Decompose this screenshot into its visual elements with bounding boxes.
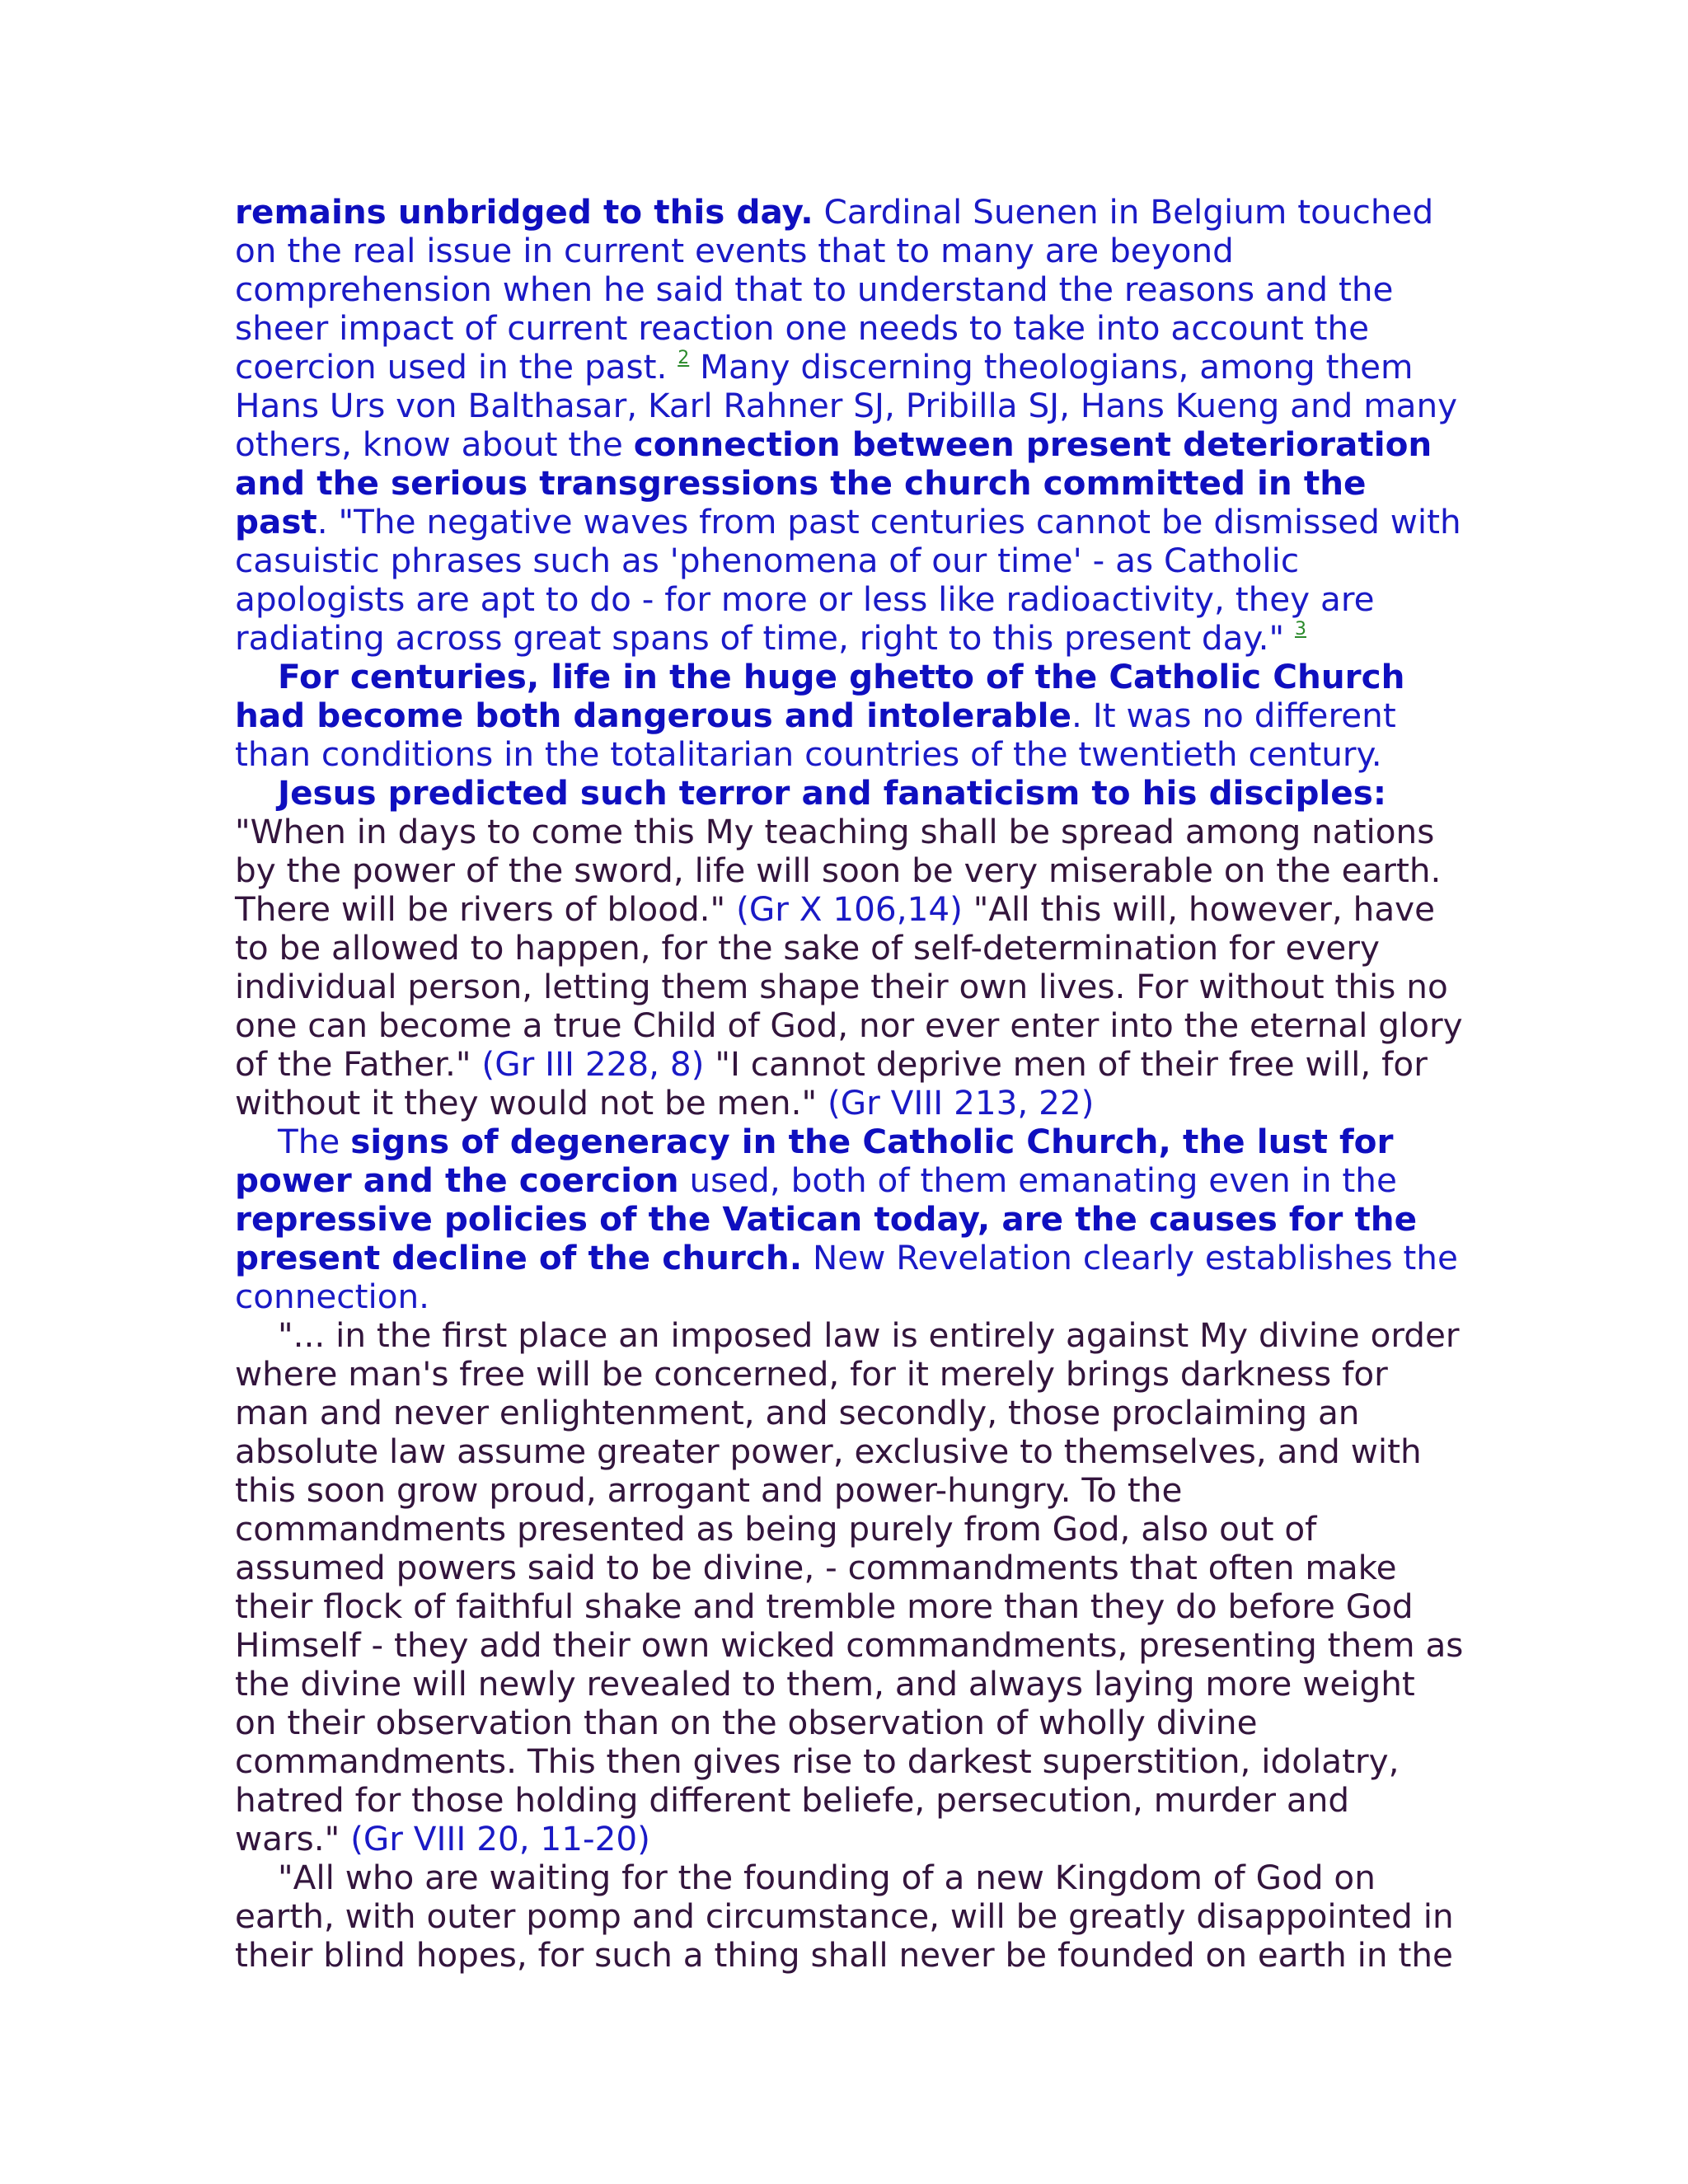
emphasized-text: power and the coercion — [235, 1160, 679, 1200]
text-line — [235, 735, 1471, 774]
text-line — [235, 890, 1471, 929]
text-line — [235, 1316, 1471, 1355]
text-span: . "The negative waves from past centuries cannot be dismissed with — [316, 502, 1461, 541]
text-span: "When in days to come this My teaching shall be spread among nations — [235, 812, 1435, 851]
text-span: hatred for those holding different beliefe, persecution, murder and — [235, 1780, 1350, 1820]
emphasized-text: For centuries, life in the huge ghetto of the Catholic Church — [278, 657, 1405, 696]
text-span: commandments. This then gives rise to darkest superstition, idolatry, — [235, 1741, 1400, 1781]
text-line — [235, 1045, 1471, 1084]
text-span: radiating across great spans of time, right to this present day." — [235, 618, 1295, 658]
text-span: Cardinal Suenen in Belgium touched — [813, 192, 1434, 232]
text-line — [235, 1665, 1471, 1704]
text-line — [235, 1006, 1471, 1045]
text-line — [235, 193, 1471, 232]
text-line — [235, 1897, 1471, 1936]
text-line — [235, 1355, 1471, 1394]
text-span: on their observation than on the observation of wholly divine — [235, 1703, 1258, 1742]
citation-reference: (Gr III 228, 8) — [481, 1044, 705, 1084]
text-line — [235, 696, 1471, 735]
text-span: Hans Urs von Balthasar, Karl Rahner SJ, Pribilla SJ, Hans Kueng and many — [235, 386, 1458, 425]
text-line — [235, 541, 1471, 580]
text-span: without it they would not be men." — [235, 1083, 828, 1122]
text-span: "... in the first place an imposed law is entirely against My divine order — [278, 1315, 1460, 1355]
text-span: by the power of the sword, life will soon be very miserable on the earth. — [235, 851, 1442, 890]
text-line — [235, 1936, 1471, 1975]
text-line — [235, 1394, 1471, 1432]
text-span: The — [278, 1122, 351, 1161]
text-span: absolute law assume greater power, exclusive to themselves, and with — [235, 1432, 1422, 1471]
text-span: "All who are waiting for the founding of a new Kingdom of God on — [278, 1858, 1376, 1897]
text-span: commandments presented as being purely from God, also out of — [235, 1509, 1317, 1549]
text-line — [235, 1549, 1471, 1587]
text-span: casuistic phrases such as 'phenomena of our time' - as Catholic — [235, 541, 1300, 580]
text-line — [235, 1626, 1471, 1665]
text-span: earth, with outer pomp and circumstance, will be greatly disappointed in — [235, 1896, 1454, 1936]
text-line — [235, 1858, 1471, 1897]
text-line — [235, 348, 1471, 387]
text-line — [235, 425, 1471, 464]
text-line — [235, 309, 1471, 348]
text-line — [235, 929, 1471, 968]
text-line — [235, 1704, 1471, 1742]
text-line — [235, 1510, 1471, 1549]
emphasized-text: connection between present deterioration — [633, 424, 1432, 464]
text-span: their flock of faithful shake and tremble more than they do before God — [235, 1586, 1414, 1626]
text-line — [235, 1277, 1471, 1316]
text-line — [235, 968, 1471, 1006]
text-line — [235, 580, 1471, 619]
text-line — [235, 851, 1471, 890]
text-span: of the Father." — [235, 1044, 482, 1084]
text-span: their blind hopes, for such a thing shall never be founded on earth in the — [235, 1935, 1453, 1975]
text-line — [235, 270, 1471, 309]
text-line — [235, 232, 1471, 270]
text-span: "I cannot deprive men of their free will, for — [704, 1044, 1428, 1084]
text-span: individual person, letting them shape their own lives. For without this no — [235, 967, 1448, 1006]
text-line — [235, 774, 1471, 813]
citation-reference: (Gr VIII 213, 22) — [827, 1083, 1095, 1122]
text-span: New Revelation clearly establishes the — [802, 1238, 1458, 1277]
text-line — [235, 1742, 1471, 1781]
text-span: this soon grow proud, arrogant and power-hungry. To the — [235, 1470, 1183, 1510]
text-span: comprehension when he said that to understand the reasons and the — [235, 269, 1394, 309]
text-line — [235, 619, 1471, 658]
emphasized-text: repressive policies of the Vatican today, are the causes for the — [235, 1199, 1418, 1239]
text-line — [235, 1820, 1471, 1858]
text-line — [235, 1200, 1471, 1239]
text-span: the divine will newly revealed to them, and always laying more weight — [235, 1664, 1415, 1704]
citation-reference: (Gr X 106,14) — [736, 889, 963, 929]
emphasized-text: Jesus predicted such terror and fanaticism to his disciples: — [278, 773, 1387, 813]
text-span: "All this will, however, have — [962, 889, 1436, 929]
text-line — [235, 1239, 1471, 1277]
text-line — [235, 1084, 1471, 1122]
text-span: used, both of them emanating even in the — [678, 1160, 1397, 1200]
text-span: There will be rivers of blood." — [235, 889, 737, 929]
text-line — [235, 503, 1471, 541]
text-span: wars." — [235, 1819, 351, 1858]
emphasized-text: remains unbridged to this day. — [235, 192, 814, 232]
text-line — [235, 1471, 1471, 1510]
text-span: sheer impact of current reaction one needs to take into account the — [235, 308, 1370, 348]
text-span: where man's free will be concerned, for it merely brings darkness for — [235, 1354, 1388, 1394]
emphasized-text: and the serious transgressions the church committed in the — [235, 463, 1367, 503]
body-text — [235, 193, 1471, 1975]
text-line — [235, 1781, 1471, 1820]
text-span: apologists are apt to do - for more or less like radioactivity, they are — [235, 579, 1375, 619]
emphasized-text: had become both dangerous and intolerable — [235, 696, 1072, 735]
emphasized-text: signs of degeneracy in the Catholic Church, the lust for — [350, 1122, 1394, 1161]
text-line — [235, 1161, 1471, 1200]
text-line — [235, 1432, 1471, 1471]
text-span: than conditions in the totalitarian countries of the twentieth century. — [235, 734, 1382, 774]
emphasized-text: present decline of the church. — [235, 1238, 803, 1277]
text-line — [235, 813, 1471, 851]
citation-reference: (Gr VIII 20, 11-20) — [350, 1819, 650, 1858]
emphasized-text: past — [235, 502, 317, 541]
text-line — [235, 1122, 1471, 1161]
text-line — [235, 387, 1471, 425]
text-span: others, know about the — [235, 424, 634, 464]
footnote-link[interactable]: 2 — [678, 348, 690, 368]
text-span: one can become a true Child of God, nor ever enter into the eternal glory — [235, 1005, 1463, 1045]
text-line — [235, 658, 1471, 696]
text-span: man and never enlightenment, and secondly, those proclaiming an — [235, 1393, 1360, 1432]
text-span: Many discerning theologians, among them — [689, 347, 1414, 387]
text-span: connection. — [235, 1277, 430, 1316]
text-span: . It was no different — [1071, 696, 1396, 735]
text-span: on the real issue in current events that to many are beyond — [235, 231, 1234, 270]
text-span: coercion used in the past. — [235, 347, 678, 387]
text-line — [235, 464, 1471, 503]
footnote-link[interactable]: 3 — [1294, 619, 1306, 640]
text-span: to be allowed to happen, for the sake of self-determination for every — [235, 928, 1380, 968]
text-span: assumed powers said to be divine, - commandments that often make — [235, 1548, 1397, 1587]
text-span: Himself - they add their own wicked commandments, presenting them as — [235, 1625, 1464, 1665]
text-line — [235, 1587, 1471, 1626]
